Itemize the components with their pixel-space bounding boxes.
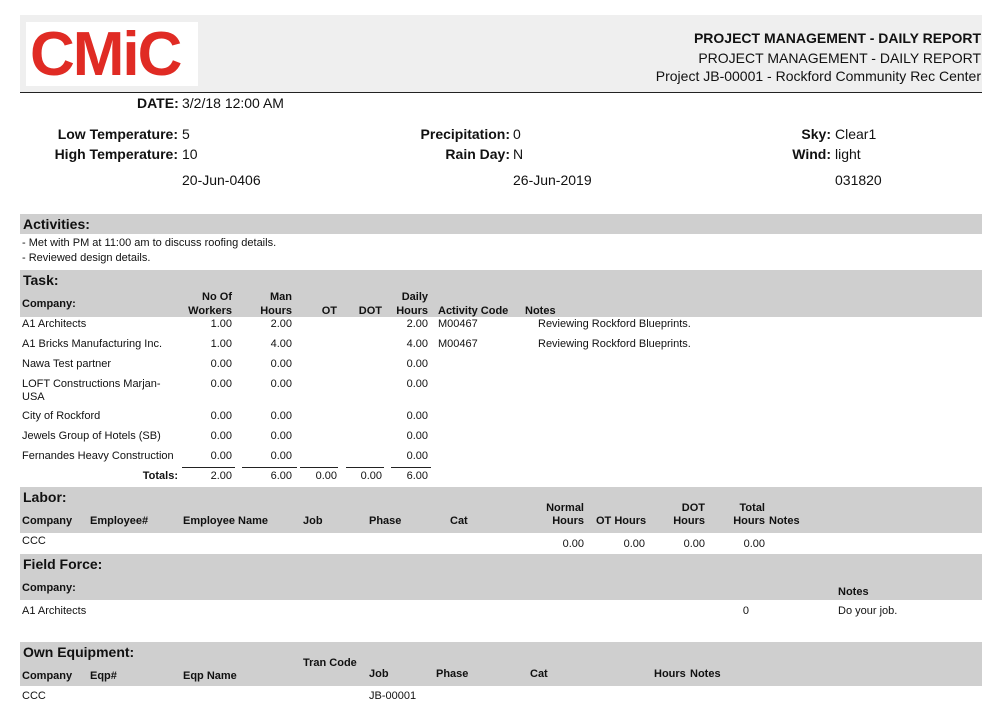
equipment-col-job: Job — [369, 668, 389, 680]
labor-col-dot-hours: Hours — [673, 515, 705, 527]
task-col-company: Company: — [22, 298, 76, 310]
totals-workers: 2.00 — [210, 470, 232, 482]
task-company: City of Rockford — [22, 410, 101, 422]
high-temp-label: High Temperature: — [54, 146, 178, 162]
task-col-notes: Notes — [525, 305, 556, 317]
task-company: A1 Architects — [22, 318, 87, 330]
own-equipment-title: Own Equipment: — [23, 644, 135, 660]
field-force-notes: Do your job. — [838, 605, 898, 617]
labor-col-employee-name: Employee Name — [183, 515, 268, 527]
extra-date-2: 26-Jun-2019 — [513, 172, 592, 188]
task-col-ot: OT — [321, 305, 337, 317]
task-workers: 1.00 — [210, 318, 232, 330]
equipment-col-eqp-no: Eqp# — [90, 670, 117, 682]
extra-date-1: 20-Jun-0406 — [182, 172, 261, 188]
labor-total-hours: 0.00 — [743, 538, 765, 550]
task-activity-code: M00467 — [438, 318, 478, 330]
project-name: Project JB-00001 - Rockford Community Rec Center — [655, 68, 981, 84]
task-workers: 0.00 — [210, 378, 232, 390]
task-company: Nawa Test partner — [22, 358, 112, 370]
totals-label: Totals: — [142, 470, 178, 482]
task-col-workers: No Of — [202, 291, 232, 303]
totals-divider — [300, 467, 338, 468]
report-title: PROJECT MANAGEMENT - DAILY REPORT — [693, 30, 981, 46]
labor-title: Labor: — [23, 489, 67, 505]
precip-label: Precipitation: — [420, 126, 510, 142]
labor-col-company: Company — [22, 515, 73, 527]
totals-man-hours: 6.00 — [270, 470, 292, 482]
task-company: LOFT Constructions Marjan- — [22, 378, 161, 390]
labor-col-total-hours: Total — [739, 502, 765, 514]
task-activity-code: M00467 — [438, 338, 478, 350]
totals-dot: 0.00 — [360, 470, 382, 482]
sky-value: Clear1 — [835, 126, 877, 142]
rain-day-value: N — [513, 146, 524, 162]
equipment-col-tran-code: Tran Code — [303, 657, 357, 669]
task-col-man-hours: Man — [270, 291, 292, 303]
totals-divider — [391, 467, 431, 468]
labor-ot-hours: 0.00 — [623, 538, 645, 550]
totals-ot: 0.00 — [315, 470, 337, 482]
task-col-activity-code: Activity Code — [438, 305, 509, 317]
totals-divider — [346, 467, 384, 468]
field-force-company: A1 Architects — [22, 605, 87, 617]
equipment-col-notes: Notes — [690, 668, 721, 680]
field-force-col-company: Company: — [22, 582, 76, 594]
labor-col-phase: Phase — [369, 515, 402, 527]
labor-col-dot-hours: DOT — [681, 502, 705, 514]
low-temp-label: Low Temperature: — [57, 126, 178, 142]
rain-day-label: Rain Day: — [445, 146, 510, 162]
precip-value: 0 — [513, 126, 521, 142]
date-label: DATE: — [137, 95, 179, 111]
task-workers: 0.00 — [210, 358, 232, 370]
sky-label: Sky: — [801, 126, 831, 142]
totals-divider — [242, 467, 297, 468]
task-company-cont: USA — [22, 391, 45, 403]
equipment-company: CCC — [22, 690, 46, 702]
field-force-title: Field Force: — [23, 556, 103, 572]
labor-col-total-hours: Hours — [733, 515, 765, 527]
totals-divider — [182, 467, 235, 468]
wind-value: light — [835, 146, 861, 162]
equipment-col-company: Company — [22, 670, 73, 682]
labor-col-cat: Cat — [450, 515, 468, 527]
labor-company: CCC — [22, 535, 46, 547]
field-force-col-notes: Notes — [838, 586, 869, 598]
task-col-daily: Daily — [401, 291, 428, 303]
extra-code: 031820 — [835, 172, 882, 188]
task-daily-hours: 0.00 — [406, 430, 428, 442]
labor-normal-hours: 0.00 — [562, 538, 584, 550]
report-subtitle: PROJECT MANAGEMENT - DAILY REPORT — [698, 50, 981, 66]
task-man-hours: 0.00 — [270, 410, 292, 422]
equipment-col-eqp-name: Eqp Name — [183, 670, 237, 682]
task-daily-hours: 0.00 — [406, 410, 428, 422]
task-workers: 0.00 — [210, 450, 232, 462]
task-man-hours: 2.00 — [270, 318, 292, 330]
task-col-workers: Workers — [188, 305, 232, 317]
labor-col-ot-hours: OT Hours — [596, 515, 647, 527]
task-daily-hours: 0.00 — [406, 378, 428, 390]
own-equipment-section-header — [20, 642, 982, 686]
activity-line: - Reviewed design details. — [22, 252, 151, 264]
labor-col-employee-no: Employee# — [90, 515, 149, 527]
task-title: Task: — [23, 272, 59, 288]
wind-label: Wind: — [792, 146, 831, 162]
labor-col-notes: Notes — [769, 515, 800, 527]
task-company: A1 Bricks Manufacturing Inc. — [22, 338, 163, 350]
task-daily-hours: 2.00 — [406, 318, 428, 330]
task-man-hours: 0.00 — [270, 430, 292, 442]
labor-col-normal-hours: Hours — [552, 515, 584, 527]
logo-text: CMiC — [30, 20, 181, 89]
task-col-daily: Hours — [396, 305, 428, 317]
task-workers: 0.00 — [210, 430, 232, 442]
task-man-hours: 0.00 — [270, 358, 292, 370]
task-col-man-hours: Hours — [260, 305, 292, 317]
task-man-hours: 0.00 — [270, 450, 292, 462]
equipment-col-phase: Phase — [436, 668, 469, 680]
task-man-hours: 4.00 — [270, 338, 292, 350]
equipment-col-hours: Hours — [654, 668, 686, 680]
task-daily-hours: 0.00 — [406, 450, 428, 462]
task-notes: Reviewing Rockford Blueprints. — [538, 318, 691, 330]
equipment-col-cat: Cat — [530, 668, 548, 680]
labor-dot-hours: 0.00 — [683, 538, 705, 550]
high-temp-value: 10 — [182, 146, 198, 162]
cmic-logo — [26, 20, 198, 89]
task-col-dot: DOT — [358, 305, 382, 317]
low-temp-value: 5 — [182, 126, 190, 142]
task-company: Jewels Group of Hotels (SB) — [22, 430, 161, 442]
task-daily-hours: 0.00 — [406, 358, 428, 370]
equipment-job: JB-00001 — [369, 690, 417, 702]
labor-col-normal-hours: Normal — [546, 502, 584, 514]
task-daily-hours: 4.00 — [406, 338, 428, 350]
activities-title: Activities: — [23, 216, 90, 232]
task-notes: Reviewing Rockford Blueprints. — [538, 338, 691, 350]
totals-daily-hours: 6.00 — [406, 470, 428, 482]
task-workers: 0.00 — [210, 410, 232, 422]
activities-section-header — [20, 214, 982, 234]
task-man-hours: 0.00 — [270, 378, 292, 390]
labor-col-job: Job — [303, 515, 323, 527]
task-workers: 1.00 — [210, 338, 232, 350]
activity-line: - Met with PM at 11:00 am to discuss roofing details. — [22, 237, 277, 249]
labor-section-header — [20, 487, 982, 533]
task-company: Fernandes Heavy Construction — [22, 450, 174, 462]
field-force-count: 0 — [742, 605, 749, 617]
date-value: 3/2/18 12:00 AM — [182, 95, 284, 111]
